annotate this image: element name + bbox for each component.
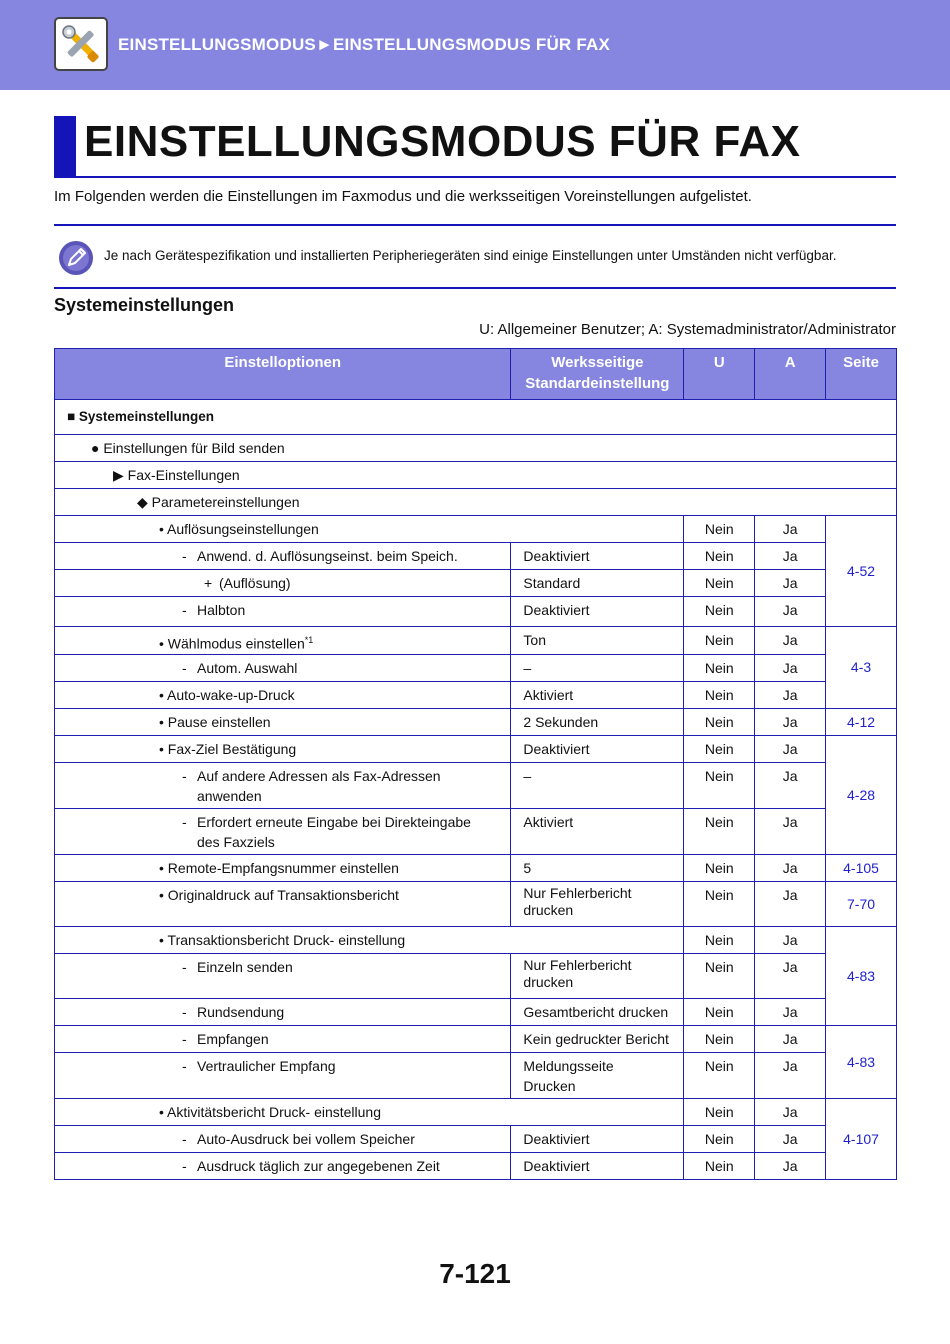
note-divider-top	[54, 224, 896, 226]
admin-cell: Ja	[755, 1125, 826, 1152]
level1-heading: ● Einstellungen für Bild senden	[55, 435, 897, 462]
admin-cell: Ja	[755, 953, 826, 998]
page-ref-link[interactable]: 4-12	[826, 708, 897, 735]
page-ref-link[interactable]: 4-83	[826, 1025, 897, 1098]
user-cell: Nein	[684, 627, 755, 655]
footnote-marker: *1	[304, 635, 314, 645]
note-divider-bottom	[54, 287, 896, 289]
table-row	[55, 597, 897, 627]
table-row	[55, 570, 897, 597]
admin-cell: Ja	[755, 627, 826, 655]
option-cell: • Aktivitätsbericht Druck- einstellung	[55, 1098, 684, 1125]
page-ref-link[interactable]: 4-52	[826, 516, 897, 627]
user-cell: Nein	[684, 681, 755, 708]
user-cell: Nein	[684, 808, 755, 854]
table-row	[55, 489, 897, 516]
option-cell: - Einzeln senden	[55, 953, 511, 998]
option-cell: • Pause einstellen	[55, 708, 511, 735]
table-row	[55, 808, 897, 854]
table-row	[55, 762, 897, 808]
page-ref-link[interactable]: 4-105	[826, 854, 897, 881]
option-cell: + (Auflösung)	[55, 570, 511, 597]
page-title: EINSTELLUNGSMODUS FÜR FAX	[84, 117, 801, 166]
table-row	[55, 881, 897, 926]
user-cell: Nein	[684, 1025, 755, 1052]
user-cell: Nein	[684, 953, 755, 998]
admin-cell: Ja	[755, 926, 826, 953]
table-row	[55, 1025, 897, 1052]
level3-heading: ◆ Parametereinstellungen	[55, 489, 897, 516]
default-cell: Ton	[511, 627, 684, 655]
table-row	[55, 1152, 897, 1179]
user-cell: Nein	[684, 654, 755, 681]
table-row	[55, 953, 897, 998]
admin-cell: Ja	[755, 1052, 826, 1098]
settings-table	[54, 348, 897, 1180]
admin-cell: Ja	[755, 1098, 826, 1125]
user-cell: Nein	[684, 570, 755, 597]
user-cell: Nein	[684, 516, 755, 543]
default-cell: Deaktiviert	[511, 597, 684, 627]
admin-cell: Ja	[755, 654, 826, 681]
table-row	[55, 543, 897, 570]
level2-heading: ▶ Fax-Einstellungen	[55, 462, 897, 489]
option-cell: - Autom. Auswahl	[55, 654, 511, 681]
table-row	[55, 854, 897, 881]
table-row	[55, 998, 897, 1025]
default-cell: Gesamtbericht drucken	[511, 998, 684, 1025]
page-ref-link[interactable]: 4-107	[826, 1098, 897, 1179]
page-ref-link[interactable]: 4-28	[826, 735, 897, 854]
user-cell: Nein	[684, 708, 755, 735]
default-cell: Deaktiviert	[511, 1125, 684, 1152]
table-row	[55, 1052, 897, 1098]
default-cell: Aktiviert	[511, 808, 684, 854]
default-cell: Deaktiviert	[511, 543, 684, 570]
page-number: 7-121	[439, 1258, 511, 1289]
table-header-row	[55, 349, 897, 400]
user-cell: Nein	[684, 998, 755, 1025]
user-cell: Nein	[684, 1052, 755, 1098]
option-cell: - Vertraulicher Empfang	[55, 1052, 511, 1098]
header-options: Einstelloptionen	[55, 349, 511, 400]
default-cell: Standard	[511, 570, 684, 597]
user-cell: Nein	[684, 543, 755, 570]
table-row	[55, 1125, 897, 1152]
admin-cell: Ja	[755, 708, 826, 735]
page-ref-link[interactable]: 4-3	[826, 627, 897, 709]
admin-cell: Ja	[755, 808, 826, 854]
admin-cell: Ja	[755, 998, 826, 1025]
option-cell: • Fax-Ziel Bestätigung	[55, 735, 511, 762]
user-cell: Nein	[684, 926, 755, 953]
table-row	[55, 681, 897, 708]
user-cell: Nein	[684, 1125, 755, 1152]
default-cell: –	[511, 654, 684, 681]
section-title: Systemeinstellungen	[54, 295, 235, 315]
default-cell: 5	[511, 854, 684, 881]
option-cell: - Erfordert erneute Eingabe bei Direkteingabe des Faxziels	[55, 808, 511, 854]
header-page: Seite	[826, 349, 897, 400]
note-text: Je nach Gerätespezifikation und installierten Peripheriegeräten sind einige Einstellungen unter Umständen nicht verfügbar.	[104, 248, 837, 263]
header-default: Werksseitige Standardeinstellung	[511, 349, 684, 400]
option-cell: - Empfangen	[55, 1025, 511, 1052]
table-row	[55, 708, 897, 735]
option-cell: - Ausdruck täglich zur angegebenen Zeit	[55, 1152, 511, 1179]
default-cell: Deaktiviert	[511, 1152, 684, 1179]
admin-cell: Ja	[755, 1025, 826, 1052]
option-cell: • Auflösungseinstellungen	[55, 516, 684, 543]
default-cell: Kein gedruckter Bericht	[511, 1025, 684, 1052]
default-cell: –	[511, 762, 684, 808]
table-row	[55, 926, 897, 953]
admin-cell: Ja	[755, 854, 826, 881]
option-cell: - Auto-Ausdruck bei vollem Speicher	[55, 1125, 511, 1152]
user-cell: Nein	[684, 597, 755, 627]
tools-icon	[54, 17, 108, 71]
default-cell: Nur Fehlerbericht drucken	[511, 881, 684, 926]
option-cell: - Halbton	[55, 597, 511, 627]
default-cell: Aktiviert	[511, 681, 684, 708]
option-cell: • Wählmodus einstellen$^{*1}$	[55, 627, 511, 655]
option-cell: • Remote-Empfangsnummer einstellen	[55, 854, 511, 881]
table-row	[55, 627, 897, 655]
user-cell: Nein	[684, 735, 755, 762]
admin-cell: Ja	[755, 543, 826, 570]
default-cell: Nur Fehlerbericht drucken	[511, 953, 684, 998]
default-cell: 2 Sekunden	[511, 708, 684, 735]
user-cell: Nein	[684, 762, 755, 808]
user-cell: Nein	[684, 1098, 755, 1125]
admin-cell: Ja	[755, 735, 826, 762]
table-row	[55, 435, 897, 462]
intro-text: Im Folgenden werden die Einstellungen im Faxmodus und die werksseitigen Voreinstellungen aufgelistet.	[54, 188, 752, 205]
section-heading: ■ Systemeinstellungen	[55, 400, 897, 435]
admin-cell: Ja	[755, 516, 826, 543]
table-row	[55, 735, 897, 762]
page-ref-link[interactable]: 7-70	[826, 881, 897, 926]
admin-cell: Ja	[755, 681, 826, 708]
option-cell: - Auf andere Adressen als Fax-Adressen anwenden	[55, 762, 511, 808]
admin-cell: Ja	[755, 881, 826, 926]
default-cell: Meldungsseite Drucken	[511, 1052, 684, 1098]
option-cell: - Anwend. d. Auflösungseinst. beim Speich.	[55, 543, 511, 570]
header-a: A	[755, 349, 826, 400]
option-cell: • Transaktionsbericht Druck- einstellung	[55, 926, 684, 953]
admin-cell: Ja	[755, 597, 826, 627]
user-cell: Nein	[684, 854, 755, 881]
role-legend: U: Allgemeiner Benutzer; A: Systemadministrator/Administrator	[479, 321, 896, 338]
title-underline	[54, 176, 896, 178]
table-row	[55, 462, 897, 489]
note-pencil-icon	[58, 240, 94, 276]
option-cell: • Originaldruck auf Transaktionsbericht	[55, 881, 511, 926]
table-row	[55, 400, 897, 435]
header-u: U	[684, 349, 755, 400]
title-accent-bar	[54, 116, 76, 178]
admin-cell: Ja	[755, 762, 826, 808]
option-cell: - Rundsendung	[55, 998, 511, 1025]
page-header	[0, 0, 950, 90]
option-cell: • Auto-wake-up-Druck	[55, 681, 511, 708]
admin-cell: Ja	[755, 570, 826, 597]
table-row	[55, 654, 897, 681]
default-cell: Deaktiviert	[511, 735, 684, 762]
table-row	[55, 1098, 897, 1125]
table-row	[55, 516, 897, 543]
breadcrumb: EINSTELLUNGSMODUS►EINSTELLUNGSMODUS FÜR FAX	[118, 35, 610, 54]
user-cell: Nein	[684, 881, 755, 926]
user-cell: Nein	[684, 1152, 755, 1179]
admin-cell: Ja	[755, 1152, 826, 1179]
page-ref-link[interactable]: 4-83	[826, 926, 897, 1025]
